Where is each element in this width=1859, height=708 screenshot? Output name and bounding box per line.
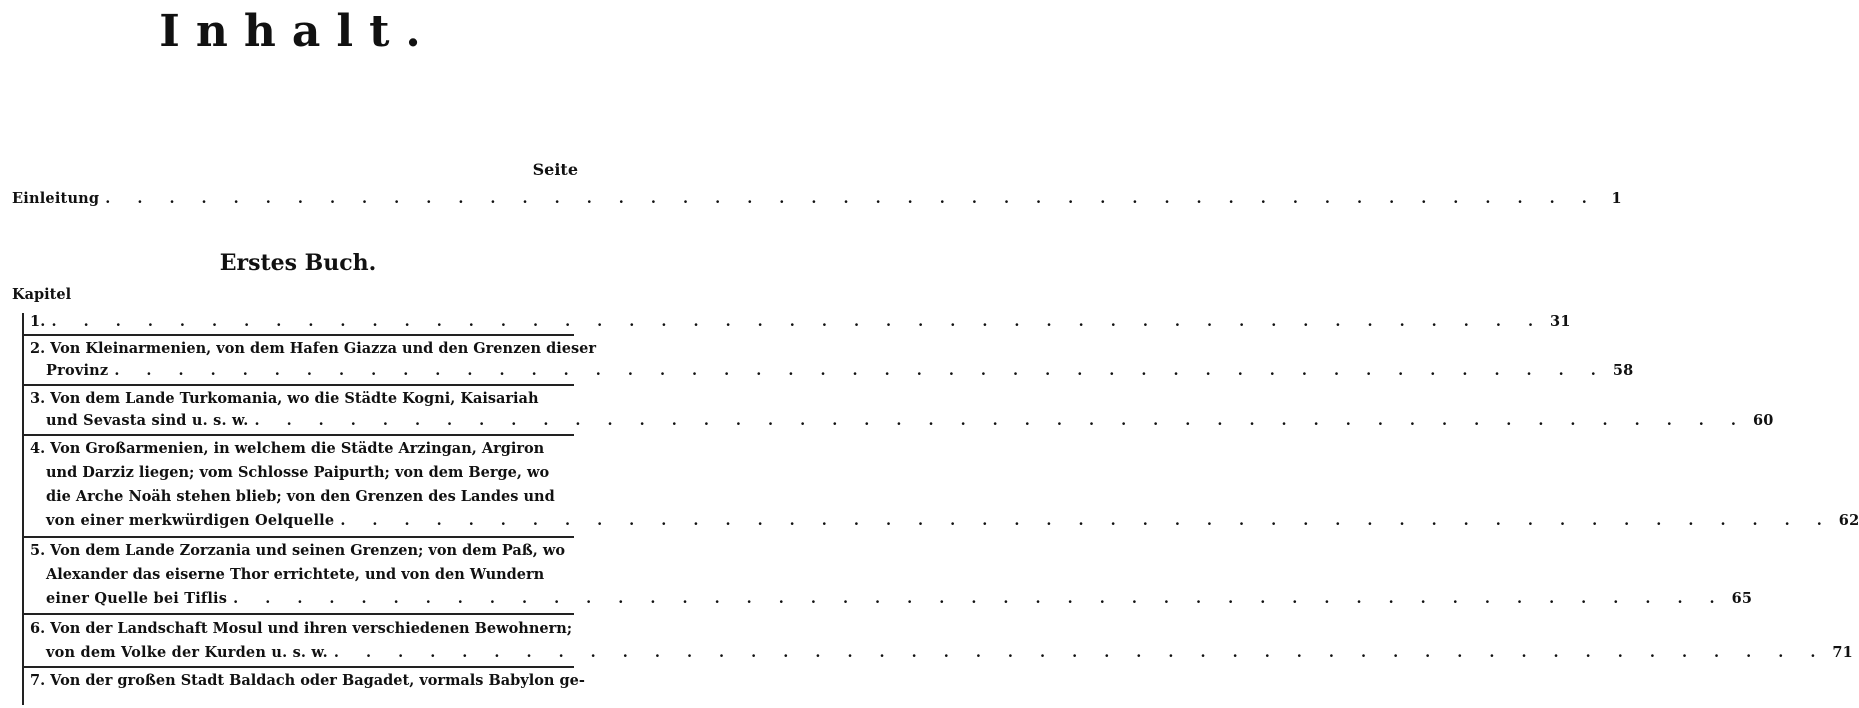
toc-entry-line: 5. Von dem Lande Zorzania und seinen Grenzen; von dem Paß, wo bbox=[30, 542, 566, 559]
page-title: Inhalt. bbox=[159, 6, 437, 57]
toc-entry-line: 2. Von Kleinarmenien, von dem Hafen Giazza und den Grenzen dieser bbox=[30, 340, 597, 357]
toc-entry-label: von einer merkwürdigen Oelquelle bbox=[46, 512, 335, 529]
entry-divider bbox=[22, 613, 574, 615]
toc-entry-chapter-3[interactable] bbox=[46, 412, 1774, 429]
toc-entry-label: Einleitung bbox=[12, 190, 100, 207]
toc-entry-line: Alexander das eiserne Thor errichtete, und von den Wundern bbox=[46, 566, 545, 583]
toc-entry-line: und Darziz liegen; vom Schlosse Paipurth; von dem Berge, wo bbox=[46, 464, 550, 481]
entry-divider bbox=[22, 334, 574, 336]
toc-entry-chapter-2[interactable] bbox=[46, 362, 1634, 379]
toc-entry-line: 6. Von der Landschaft Mosul und ihren verschiedenen Bewohnern; bbox=[30, 620, 573, 637]
toc-page-number: 60 bbox=[1752, 412, 1774, 429]
toc-entry-line: die Arche Noäh stehen blieb; von den Grenzen des Landes und bbox=[46, 488, 555, 505]
entry-divider bbox=[22, 536, 574, 538]
toc-entry-label: Provinz bbox=[46, 362, 109, 379]
dot-leader: . . . . . . . . . . . . . . . . . . . . . . . . . . . . . . . . . . . . . . . . . . . . . . . bbox=[340, 512, 1833, 529]
toc-entry-chapter-7[interactable]: 7. Von der großen Stadt Baldach oder Bagadet, vormals Babylon ge- bbox=[30, 672, 585, 689]
toc-entry-line: 3. Von dem Lande Turkomania, wo die Städte Kogni, Kaisariah bbox=[30, 390, 539, 407]
toc-page-number: 71 bbox=[1832, 644, 1853, 661]
entry-divider bbox=[22, 384, 574, 386]
column-rule bbox=[22, 313, 24, 705]
dot-leader: . . . . . . . . . . . . . . . . . . . . . . . . . . . . . . . . . . . . . . . . . . . . . . . bbox=[114, 362, 1607, 379]
toc-entry-label: von dem Volke der Kurden u. s. w. bbox=[46, 644, 328, 661]
toc-entry-line: 4. Von Großarmenien, in welchem die Städte Arzingan, Argiron bbox=[30, 440, 545, 457]
chapter-column-label: Kapitel bbox=[12, 286, 72, 303]
toc-entry-einleitung[interactable] bbox=[12, 190, 1622, 207]
toc-entry-chapter-5[interactable] bbox=[46, 590, 1753, 607]
toc-entry-chapter-1[interactable] bbox=[30, 313, 1571, 330]
toc-page-number: 31 bbox=[1550, 313, 1571, 330]
dot-leader: . . . . . . . . . . . . . . . . . . . . . . . . . . . . . . . . . . . . . . . . . . . . . . . bbox=[333, 644, 1827, 661]
entry-divider bbox=[22, 434, 574, 436]
dot-leader: . . . . . . . . . . . . . . . . . . . . . . . . . . . . . . . . . . . . . . . . . . . . . . . bbox=[233, 590, 1726, 607]
dot-leader: . . . . . . . . . . . . . . . . . . . . . . . . . . . . . . . . . . . . . . . . . . . . . . . bbox=[105, 190, 1598, 207]
toc-page-number: 1 bbox=[1611, 190, 1622, 207]
section-heading: Erstes Buch. bbox=[219, 250, 377, 276]
toc-entry-label: 1. bbox=[30, 313, 46, 330]
toc-entry-chapter-4[interactable] bbox=[46, 512, 1859, 529]
toc-page-number: 62 bbox=[1838, 512, 1859, 529]
page-column-header: Seite bbox=[532, 160, 578, 179]
toc-entry-chapter-6[interactable] bbox=[46, 644, 1853, 661]
dot-leader: . . . . . . . . . . . . . . . . . . . . . . . . . . . . . . . . . . . . . . . . . . . . . . . bbox=[51, 313, 1545, 330]
toc-page-number: 65 bbox=[1731, 590, 1753, 607]
toc-page-number: 58 bbox=[1612, 362, 1634, 379]
toc-entry-label: einer Quelle bei Tiflis bbox=[46, 590, 228, 607]
dot-leader: . . . . . . . . . . . . . . . . . . . . . . . . . . . . . . . . . . . . . . . . . . . . . . . bbox=[254, 412, 1747, 429]
toc-entry-label: und Sevasta sind u. s. w. bbox=[46, 412, 249, 429]
entry-divider bbox=[22, 666, 574, 668]
